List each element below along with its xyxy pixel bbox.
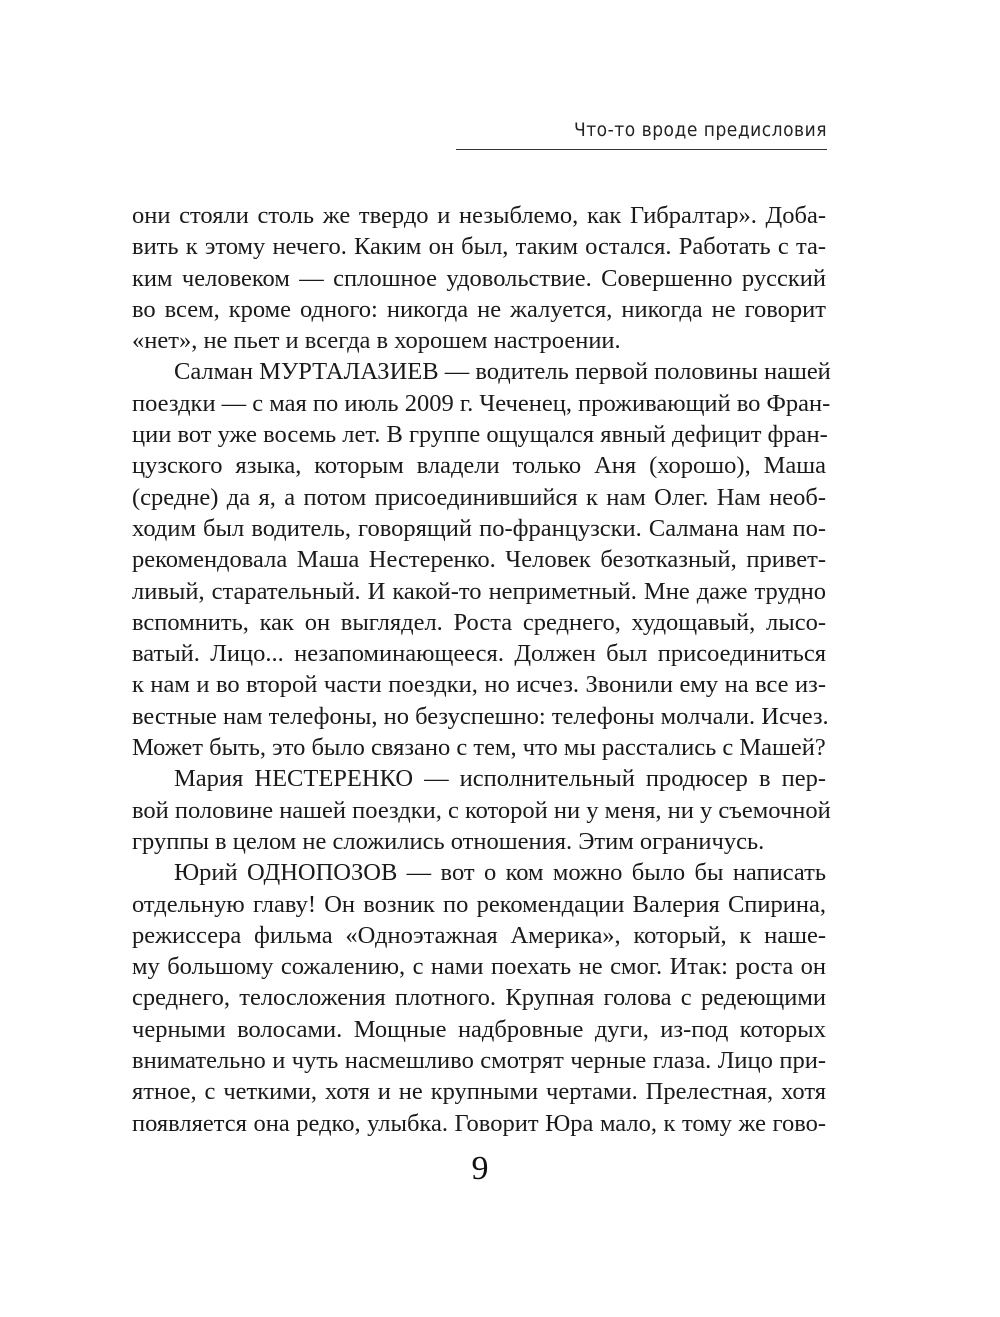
text-line: во всем, кроме одного: никогда не жалуется, никогда не говорит: [132, 295, 826, 323]
body-text: [132, 200, 831, 1139]
text-line: группы в целом не сложились отношения. Этим ограничусь.: [132, 827, 765, 855]
text-line: Может быть, это было связано с тем, что мы расстались с Машей?: [132, 734, 826, 762]
text-line: черными волосами. Мощные надбровные дуги, из-под которых: [132, 1015, 826, 1043]
text-line: вой половине нашей поездки, с которой ни у меня, ни у съемочной: [132, 796, 831, 824]
text-line: режиссера фильма «Одноэтажная Америка», который, к наше-: [132, 921, 826, 949]
text-line: ятное, с четкими, хотя и не крупными чертами. Прелестная, хотя: [132, 1078, 826, 1106]
text-line: ватый. Лицо... незапоминающееся. Должен был присоединиться: [132, 640, 826, 668]
text-line: ким человеком — сплошное удовольствие. Совершенно русский: [132, 264, 826, 292]
paragraph-start-line: Мария НЕСТЕРЕНКО — исполнительный продюсер в пер-: [174, 765, 826, 793]
text-line: к нам и во второй части поездки, но исчез. Звонили ему на все из-: [132, 671, 826, 699]
text-line: отдельную главу! Он возник по рекомендации Валерия Спирина,: [132, 890, 826, 918]
paragraph-start-line: Салман МУРТАЛАЗИЕВ — водитель первой половины нашей: [174, 358, 831, 386]
text-line: вспомнить, как он выглядел. Роста среднего, худощавый, лысо-: [132, 608, 826, 636]
text-line: ходим был водитель, говорящий по-французски. Салмана нам по-: [132, 514, 826, 542]
text-line: ливый, старательный. И какой-то неприметный. Мне даже трудно: [132, 577, 826, 605]
text-line: ции вот уже восемь лет. В группе ощущался явный дефицит фран-: [132, 421, 828, 449]
text-line: «нет», не пьет и всегда в хорошем настроении.: [132, 327, 621, 355]
text-line: появляется она редко, улыбка. Говорит Юра мало, к тому же гово-: [132, 1109, 826, 1137]
header-rule: [456, 149, 827, 150]
page-number: 9: [471, 1150, 489, 1187]
text-line: рекомендовала Маша Нестеренко. Человек безотказный, привет-: [132, 546, 826, 574]
text-line: поездки — с мая по июль 2009 г. Чеченец, проживающий во Фран-: [132, 389, 831, 417]
text-line: они стояли столь же твердо и незыблемо, как Гибралтар». Доба-: [132, 202, 826, 229]
text-line: му большому сожалению, с нами поехать не смог. Итак: роста он: [132, 953, 826, 981]
text-line: среднего, телосложения плотного. Крупная голова с редеющими: [132, 984, 826, 1012]
paragraph-start-line: Юрий ОДНОПОЗОВ — вот о ком можно было бы написать: [174, 859, 826, 887]
running-head-title: Что-то вроде предисловия: [573, 119, 827, 141]
text-line: вестные нам телефоны, но безуспешно: телефоны молчали. Исчез.: [132, 702, 829, 730]
text-line: (средне) да я, а потом присоединившийся к нам Олег. Нам необ-: [132, 483, 826, 511]
text-line: цузского языка, которым владели только Аня (хорошо), Маша: [132, 452, 826, 480]
text-line: внимательно и чуть насмешливо смотрят черные глаза. Лицо при-: [132, 1047, 826, 1075]
text-line: вить к этому нечего. Каким он был, таким остался. Работать с та-: [132, 233, 826, 261]
